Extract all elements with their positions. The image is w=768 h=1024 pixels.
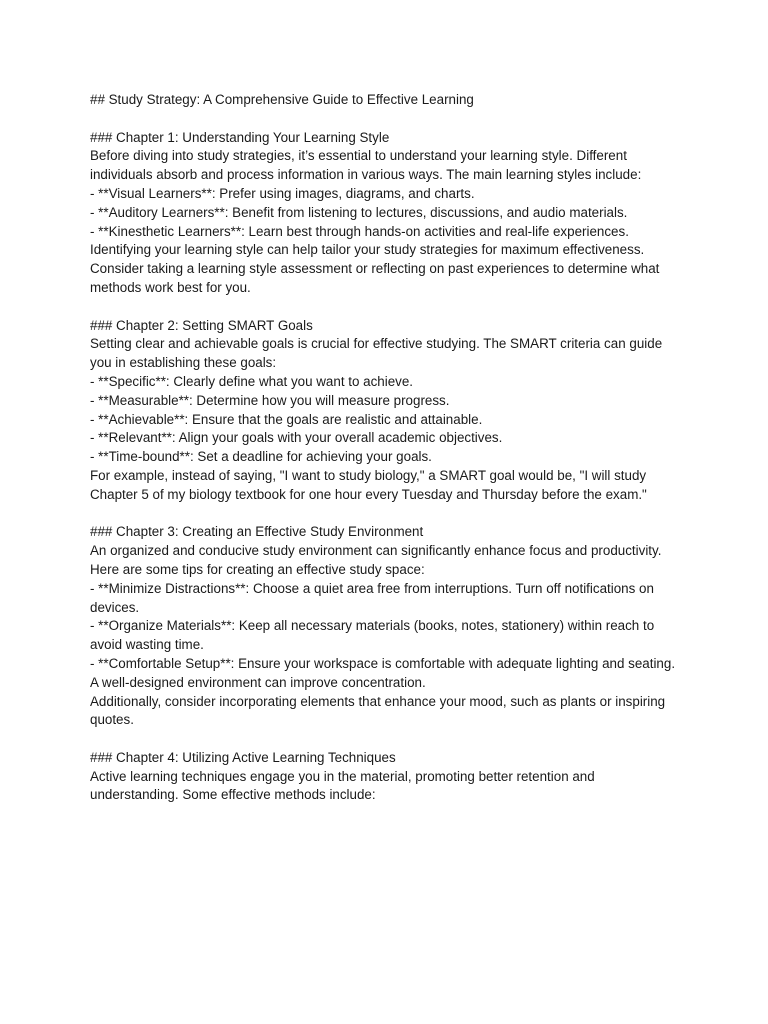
chapter-3-bullet-list (90, 580, 686, 693)
document-title: ## Study Strategy: A Comprehensive Guide to Effective Learning (90, 92, 474, 107)
chapter-1-bullet: - **Auditory Learners**: Benefit from listening to lectures, discussions, and audio materials. (90, 204, 628, 220)
chapter-1-bullet: - **Kinesthetic Learners**: Learn best through hands-on activities and real-life experiences. (90, 223, 629, 239)
chapter-1-bullet: - **Visual Learners**: Prefer using images, diagrams, and charts. (90, 185, 475, 201)
chapter-2-bullet: - **Achievable**: Ensure that the goals are realistic and attainable. (90, 411, 483, 427)
chapter-3-closing-paragraph: Additionally, consider incorporating elements that enhance your mood, such as plants or inspiring quotes. (90, 693, 666, 728)
chapter-2-bullet: - **Time-bound**: Set a deadline for achieving your goals. (90, 449, 432, 465)
chapter-2-example-paragraph: For example, instead of saying, "I want to study biology," a SMART goal would be, "I will study Chapter 5 of my biology textbook for one hour every Tuesday and Thursday before the exam." (90, 467, 647, 502)
chapter-1-section (90, 129, 686, 298)
chapter-1-intro: Before diving into study strategies, it’s essential to understand your learning style. Different individuals absorb and process information in various ways. The main learning styles include: (90, 148, 642, 183)
chapter-4-section (90, 749, 686, 805)
chapter-1-closing-paragraph: Identifying your learning style can help tailor your study strategies for maximum effectiveness. Consider taking a learning style assessment or reflecting on past experiences to determine what methods work best for you. (90, 242, 660, 295)
chapter-2-section (90, 317, 686, 505)
document-page (90, 91, 686, 805)
chapter-3-intro: An organized and conducive study environment can significantly enhance focus and productivity. Here are some tips for creating an effective study space: (90, 543, 662, 577)
chapter-2-bullet: - **Measurable**: Determine how you will measure progress. (90, 392, 450, 408)
chapter-4-heading: ### Chapter 4: Utilizing Active Learning Techniques (90, 749, 396, 765)
chapter-1-bullet-list (90, 185, 686, 241)
chapter-1-heading: ### Chapter 1: Understanding Your Learning Style (90, 129, 390, 145)
chapter-3-section (90, 523, 686, 730)
chapter-2-heading: ### Chapter 2: Setting SMART Goals (90, 317, 313, 333)
chapter-4-intro: Active learning techniques engage you in the material, promoting better retention and understanding. Some effective methods include: (90, 768, 595, 803)
chapter-2-bullet-list (90, 373, 686, 467)
chapter-3-bullet: - **Comfortable Setup**: Ensure your workspace is comfortable with adequate lighting and seating. A well-designed environment can improve concentration. (90, 655, 676, 690)
chapter-2-intro: Setting clear and achievable goals is crucial for effective studying. The SMART criteria can guide you in establishing these goals: (90, 336, 663, 371)
chapter-3-bullet: - **Minimize Distractions**: Choose a quiet area free from interruptions. Turn off notifications on devices. (90, 580, 654, 615)
chapter-3-bullet: - **Organize Materials**: Keep all necessary materials (books, notes, stationery) within reach to avoid wasting time. (90, 618, 655, 653)
chapter-3-heading: ### Chapter 3: Creating an Effective Study Environment (90, 524, 424, 540)
chapter-2-bullet: - **Relevant**: Align your goals with your overall academic objectives. (90, 430, 503, 446)
chapter-2-bullet: - **Specific**: Clearly define what you want to achieve. (90, 373, 414, 389)
